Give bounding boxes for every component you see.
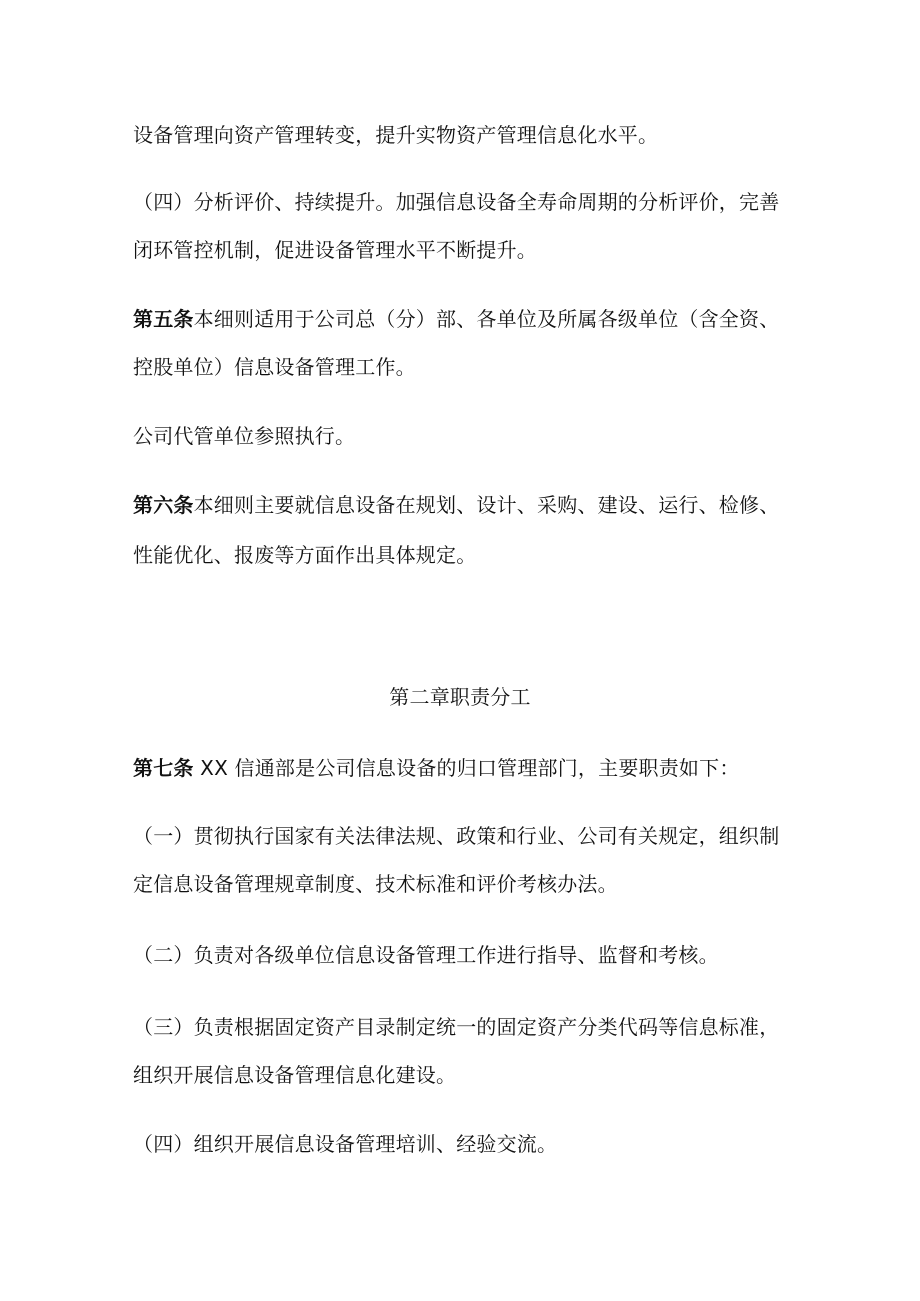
article-number: 第七条 — [133, 756, 194, 780]
paragraph-line: 性能优化、报废等方面作出具体规定。 — [133, 543, 477, 567]
article-number: 第六条 — [133, 493, 194, 517]
article-line: 第七条 XX 信通部是公司信息设备的归口管理部门，主要职责如下： — [133, 756, 740, 780]
paragraph-line: （四）组织开展信息设备管理培训、经验交流。 — [133, 1132, 558, 1156]
paragraph-line: （一）贯彻执行国家有关法律法规、政策和行业、公司有关规定，组织制 — [133, 824, 780, 848]
paragraph-line: （二）负责对各级单位信息设备管理工作进行指导、监督和考核。 — [133, 943, 719, 967]
chapter-heading: 第二章职责分工 — [389, 685, 531, 709]
paragraph-line: 组织开展信息设备管理信息化建设。 — [133, 1063, 457, 1087]
paragraph-line: （四）分析评价、持续提升。加强信息设备全寿命周期的分析评价，完善 — [133, 190, 780, 214]
article-line: 第五条本细则适用于公司总（分）部、各单位及所属各级单位（含全资、 — [133, 307, 780, 331]
paragraph-line: 设备管理向资产管理转变，提升实物资产管理信息化水平。 — [133, 123, 659, 147]
paragraph-line: 闭环管控机制，促进设备管理水平不断提升。 — [133, 238, 537, 262]
paragraph-line: 控股单位）信息设备管理工作。 — [133, 355, 416, 379]
paragraph-line: 定信息设备管理规章制度、技术标准和评价考核办法。 — [133, 872, 618, 896]
article-number: 第五条 — [133, 307, 194, 331]
article-line: 第六条本细则主要就信息设备在规划、设计、采购、建设、运行、检修、 — [133, 493, 780, 517]
paragraph-line: 公司代管单位参照执行。 — [133, 424, 356, 448]
paragraph-line: （三）负责根据固定资产目录制定统一的固定资产分类代码等信息标准， — [133, 1015, 780, 1039]
